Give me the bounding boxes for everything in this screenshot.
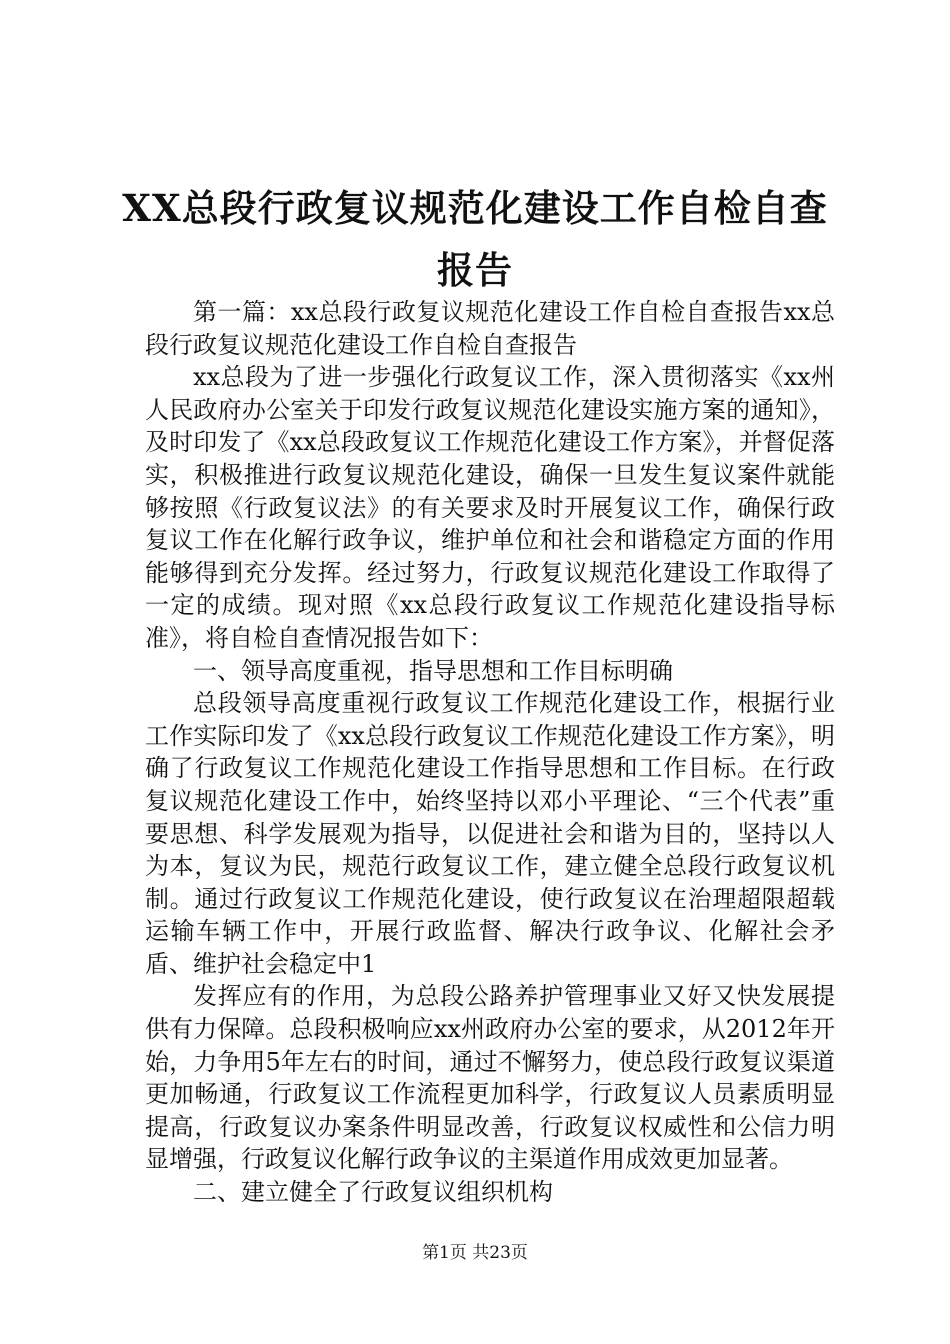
document-title: XX总段行政复议规范化建设工作自检自查报告 (122, 185, 828, 292)
paragraph-intro: 第一篇：xx总段行政复议规范化建设工作自检自查报告xx总段行政复议规范化建设工作自检自查报告 (145, 298, 835, 359)
paragraph-leadership: 总段领导高度重视行政复议工作规范化建设工作，根据行业工作实际印发了《xx总段行政复议工作规范化建设工作方案》，明确了行政复议工作规范化建设工作指导思想和工作目标。在行政复议规范化建设工作中，始终坚持以邓小平理论、“三个代表”重要思想、科学发展观为指导，以促进社会和谐为目的，坚持以人为本，复议为民，规范行政复议工作，建立健全总段行政复议机制。通过行政复议工作规范化建设，使行政复议在治理超限超载运输车辆工作中，开展行政监督、解决行政争议、化解社会矛盾、维护社会稳定中1 (145, 689, 835, 978)
section-heading-2: 二、建立健全了行政复议组织机构 (193, 1178, 553, 1207)
document-body (145, 296, 835, 1209)
paragraph-background: xx总段为了进一步强化行政复议工作，深入贯彻落实《xx州人民政府办公室关于印发行政复议规范化建设实施方案的通知》，及时印发了《xx总段政复议工作规范化建设工作方案》，并督促落实，积极推进行政复议规范化建设，确保一旦发生复议案件就能够按照《行政复议法》的有关要求及时开展复议工作，确保行政复议工作在化解行政争议，维护单位和社会和谐稳定方面的作用能够得到充分发挥。经过努力，行政复议规范化建设工作取得了一定的成绩。现对照《xx总段行政复议工作规范化建设指导标准》，将自检自查情况报告如下： (145, 363, 835, 652)
paragraph-goals: 发挥应有的作用，为总段公路养护管理事业又好又快发展提供有力保障。总段积极响应xx州政府办公室的要求，从2012年开始，力争用5年左右的时间，通过不懈努力，使总段行政复议渠道更加畅通，行政复议工作流程更加科学，行政复议人员素质明显提高，行政复议办案条件明显改善，行政复议权威性和公信力明显增强，行政复议化解行政争议的主渠道作用成效更加显著。 (145, 982, 835, 1174)
section-heading-1: 一、领导高度重视，指导思想和工作目标明确 (193, 656, 673, 685)
page-footer: 第1页 共23页 (422, 1243, 528, 1263)
